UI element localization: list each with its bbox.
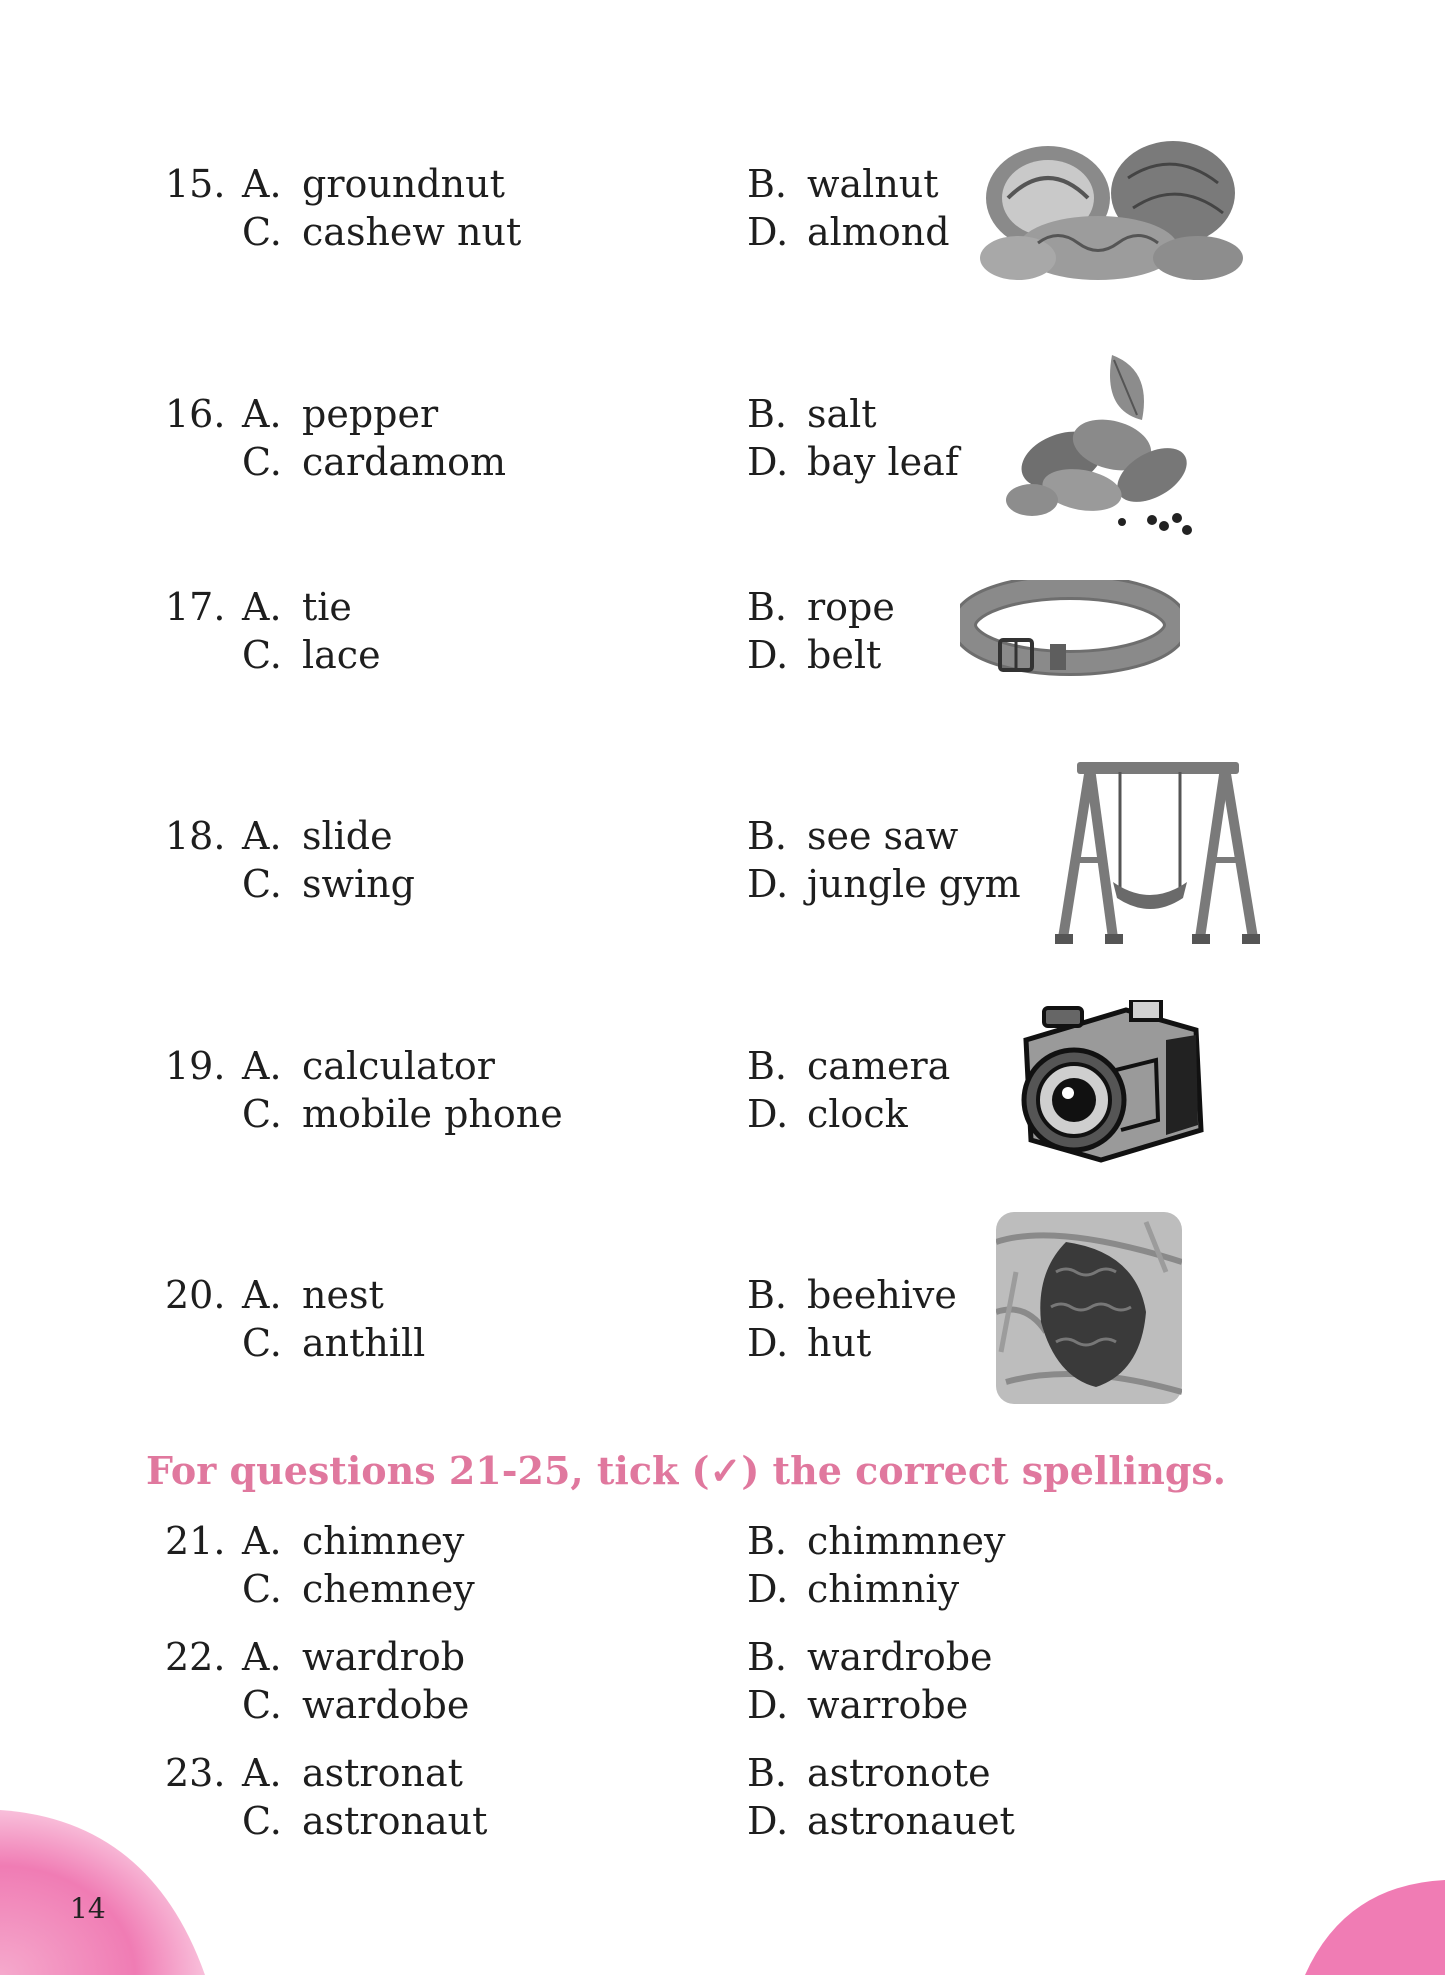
option-letter-b: B. xyxy=(747,1635,788,1679)
option-c[interactable]: cardamom xyxy=(302,440,507,484)
option-a[interactable]: nest xyxy=(302,1273,384,1317)
option-letter-d: D. xyxy=(747,633,789,677)
option-letter-b: B. xyxy=(747,814,788,858)
option-letter-b: B. xyxy=(747,1751,788,1795)
corner-decoration-left xyxy=(0,1800,205,1975)
question-number: 23. xyxy=(165,1751,226,1795)
question-number: 22. xyxy=(165,1635,226,1679)
option-letter-c: C. xyxy=(242,1567,282,1611)
option-letter-c: C. xyxy=(242,862,282,906)
option-letter-c: C. xyxy=(242,210,282,254)
option-letter-c: C. xyxy=(242,1092,282,1136)
option-b[interactable]: wardrobe xyxy=(807,1635,993,1679)
question-22 xyxy=(0,1633,1445,1729)
option-letter-c: C. xyxy=(242,440,282,484)
beehive-icon xyxy=(996,1212,1182,1404)
question-number: 21. xyxy=(165,1519,226,1563)
option-letter-a: A. xyxy=(242,1635,282,1679)
question-16 xyxy=(0,390,1445,486)
option-letter-c: C. xyxy=(242,1321,282,1365)
option-a[interactable]: calculator xyxy=(302,1044,495,1088)
cardamom-icon xyxy=(1002,350,1202,540)
page-number: 14 xyxy=(70,1892,106,1925)
camera-icon xyxy=(1016,1000,1206,1165)
option-b[interactable]: rope xyxy=(807,585,895,629)
option-letter-a: A. xyxy=(242,1044,282,1088)
corner-decoration-right xyxy=(1305,1880,1445,1975)
option-a[interactable]: pepper xyxy=(302,392,439,436)
option-c[interactable]: swing xyxy=(302,862,415,906)
option-b[interactable]: beehive xyxy=(807,1273,957,1317)
question-number: 18. xyxy=(165,814,226,858)
option-c[interactable]: lace xyxy=(302,633,381,677)
question-23 xyxy=(0,1749,1445,1845)
option-letter-a: A. xyxy=(242,392,282,436)
option-letter-b: B. xyxy=(747,162,788,206)
option-letter-a: A. xyxy=(242,1273,282,1317)
option-letter-a: A. xyxy=(242,162,282,206)
option-d[interactable]: belt xyxy=(807,633,882,677)
option-c[interactable]: cashew nut xyxy=(302,210,522,254)
question-19 xyxy=(0,1042,1445,1138)
walnut-icon xyxy=(978,138,1250,288)
option-letter-a: A. xyxy=(242,814,282,858)
question-17 xyxy=(0,583,1445,679)
question-number: 19. xyxy=(165,1044,226,1088)
option-d[interactable]: jungle gym xyxy=(807,862,1021,906)
swing-icon xyxy=(1055,750,1260,950)
question-number: 17. xyxy=(165,585,226,629)
option-b[interactable]: walnut xyxy=(807,162,939,206)
option-letter-b: B. xyxy=(747,1044,788,1088)
option-letter-a: A. xyxy=(242,1519,282,1563)
option-d[interactable]: hut xyxy=(807,1321,872,1365)
option-c[interactable]: astronaut xyxy=(302,1799,488,1843)
question-number: 16. xyxy=(165,392,226,436)
option-a[interactable]: chimney xyxy=(302,1519,465,1563)
option-letter-d: D. xyxy=(747,1567,789,1611)
option-a[interactable]: tie xyxy=(302,585,352,629)
option-d[interactable]: warrobe xyxy=(807,1683,969,1727)
option-letter-b: B. xyxy=(747,392,788,436)
option-letter-d: D. xyxy=(747,862,789,906)
option-a[interactable]: wardrob xyxy=(302,1635,466,1679)
option-letter-c: C. xyxy=(242,1799,282,1843)
option-b[interactable]: salt xyxy=(807,392,877,436)
option-d[interactable]: astronauet xyxy=(807,1799,1015,1843)
option-a[interactable]: groundnut xyxy=(302,162,505,206)
option-d[interactable]: chimniy xyxy=(807,1567,960,1611)
belt-icon xyxy=(960,580,1180,690)
option-c[interactable]: chemney xyxy=(302,1567,475,1611)
option-b[interactable]: camera xyxy=(807,1044,951,1088)
option-letter-a: A. xyxy=(242,585,282,629)
question-number: 15. xyxy=(165,162,226,206)
option-letter-d: D. xyxy=(747,440,789,484)
option-letter-c: C. xyxy=(242,633,282,677)
option-d[interactable]: clock xyxy=(807,1092,908,1136)
option-letter-a: A. xyxy=(242,1751,282,1795)
option-letter-d: D. xyxy=(747,1321,789,1365)
option-letter-b: B. xyxy=(747,585,788,629)
option-letter-c: C. xyxy=(242,1683,282,1727)
option-b[interactable]: chimmney xyxy=(807,1519,1006,1563)
section-instruction: For questions 21-25, tick (✓) the correct spellings. xyxy=(146,1448,1227,1493)
question-number: 20. xyxy=(165,1273,226,1317)
option-letter-d: D. xyxy=(747,210,789,254)
option-letter-b: B. xyxy=(747,1273,788,1317)
option-b[interactable]: see saw xyxy=(807,814,959,858)
option-a[interactable]: astronat xyxy=(302,1751,463,1795)
option-c[interactable]: wardobe xyxy=(302,1683,470,1727)
question-21 xyxy=(0,1517,1445,1613)
option-b[interactable]: astronote xyxy=(807,1751,991,1795)
option-letter-d: D. xyxy=(747,1092,789,1136)
option-d[interactable]: almond xyxy=(807,210,950,254)
question-20 xyxy=(0,1271,1445,1367)
option-a[interactable]: slide xyxy=(302,814,393,858)
option-d[interactable]: bay leaf xyxy=(807,440,959,484)
option-c[interactable]: anthill xyxy=(302,1321,426,1365)
option-letter-b: B. xyxy=(747,1519,788,1563)
option-letter-d: D. xyxy=(747,1799,789,1843)
option-letter-d: D. xyxy=(747,1683,789,1727)
option-c[interactable]: mobile phone xyxy=(302,1092,563,1136)
